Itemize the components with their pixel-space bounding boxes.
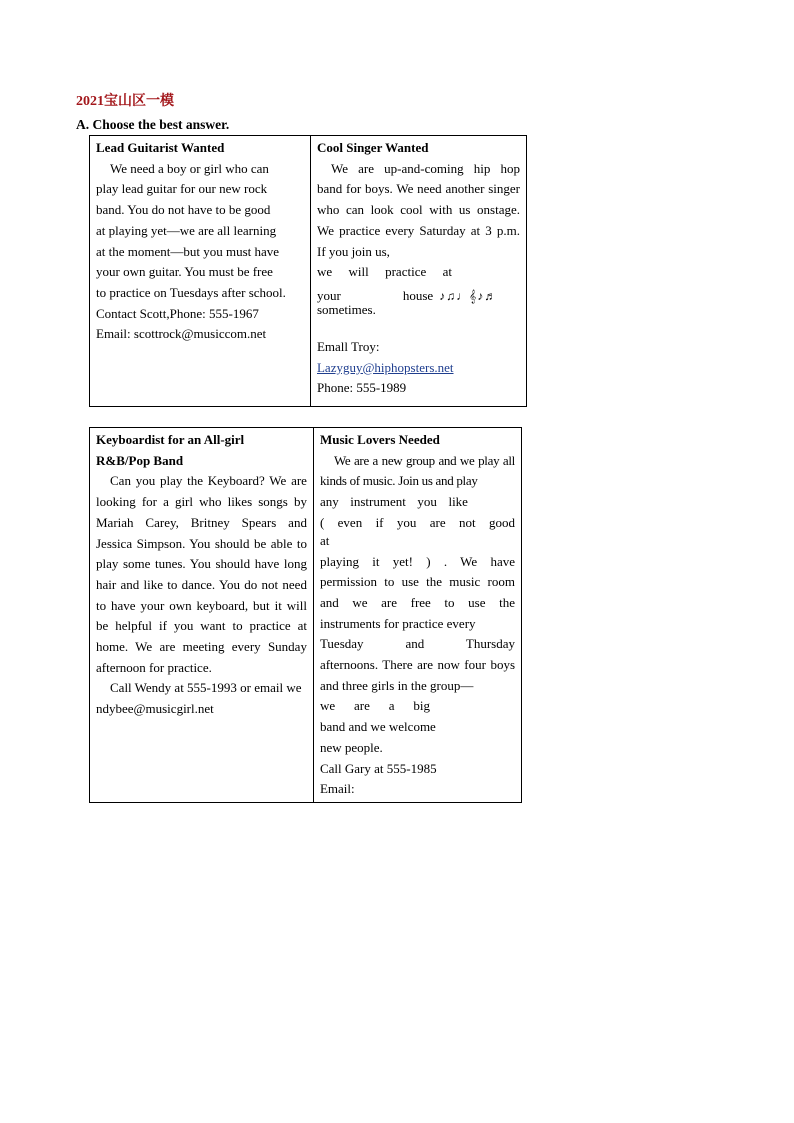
ad-body: afternoons. There are now four boys and three girls in the group— (319, 657, 515, 693)
ad-text-line: your (316, 287, 341, 303)
ad-text-line: any instrument you like (319, 494, 468, 510)
ad-heading: Keyboardist for an All-girl (96, 432, 245, 447)
ad-text-line: band and we welcome (319, 719, 436, 735)
ad-keyboardist (90, 428, 313, 802)
section-instruction: A. Choose the best answer. (76, 117, 230, 132)
ad-heading: Cool Singer Wanted (316, 140, 429, 155)
ad-text-line: playing it yet! ) . We have (319, 553, 515, 569)
ad-guitarist (90, 136, 310, 406)
ad-text-line: we will practice at (316, 264, 452, 280)
ad-email-label: Emall Troy: (316, 338, 380, 354)
ad-music-lovers (313, 428, 521, 802)
singer-email-link[interactable]: Lazyguy@hiphopsters.net (316, 359, 454, 375)
page-title: 2021宝山区一模 (76, 94, 174, 109)
ad-text-line: play lead guitar for our new rock (96, 181, 268, 197)
ad-text-line: at (319, 532, 330, 548)
ads-table-top (89, 135, 527, 407)
music-notes-icon: ♪♫♩𝄞♪♬ (439, 288, 498, 303)
ad-heading: Lead Guitarist Wanted (96, 140, 225, 155)
ad-body: Can you play the Keyboard? We are looking for a girl who likes songs by Mariah Carey, Britney Spears and Jessica Simpson. You should be able to play some tunes. You should have long hair and like to dance. You do not need to have your own keyboard, but it will be helpful if you want to practice at home. We are meeting every Sunday afternoon for practice. (96, 473, 307, 675)
ad-text-line: at the moment—but you must have (96, 243, 280, 259)
ad-email: Email: scottrock@musiccom.net (96, 326, 267, 342)
ad-text-line: ( even if you are not good (319, 514, 515, 530)
ad-phone: Phone: 555-1989 (316, 380, 407, 396)
ad-text-line: house (402, 287, 434, 303)
ad-body: We are a new group and we play all kinds of music. Join us and play (319, 452, 515, 489)
ad-text-line: band. You do not have to be good (96, 202, 271, 218)
ad-singer (310, 136, 526, 406)
ads-table-bottom (89, 427, 522, 803)
ad-heading: R&B/Pop Band (96, 452, 184, 468)
ad-body: permission to use the music room and we are free to use the instruments for practice every (319, 574, 515, 631)
ad-email-label: Email: (319, 781, 355, 797)
ad-contact: Call Wendy at 555-1993 or email wendybee@musicgirl.net (96, 680, 302, 717)
ad-body: We are up-and-coming hip hop band for boys. We need another singer who can look cool with us onstage. We practice every Saturday at 3 p.m. If you join us, (316, 160, 520, 259)
ad-text-line: at playing yet—we are all learning (96, 222, 277, 238)
ad-text-line: We need a boy or girl who can (110, 160, 269, 176)
ad-heading: Music Lovers Needed (319, 432, 440, 447)
ad-text-line: Tuesday and Thursday (319, 636, 515, 652)
ad-text-line: new people. (319, 739, 383, 755)
ad-contact: Call Gary at 555-1985 (319, 760, 437, 776)
ad-text-line: we are a big (319, 698, 430, 714)
ad-contact: Contact Scott,Phone: 555-1967 (96, 305, 259, 321)
ad-text-line: to practice on Tuesdays after school. (96, 284, 286, 300)
ad-text-line: sometimes. (316, 301, 376, 317)
ad-text-line: your own guitar. You must be free (96, 264, 273, 280)
